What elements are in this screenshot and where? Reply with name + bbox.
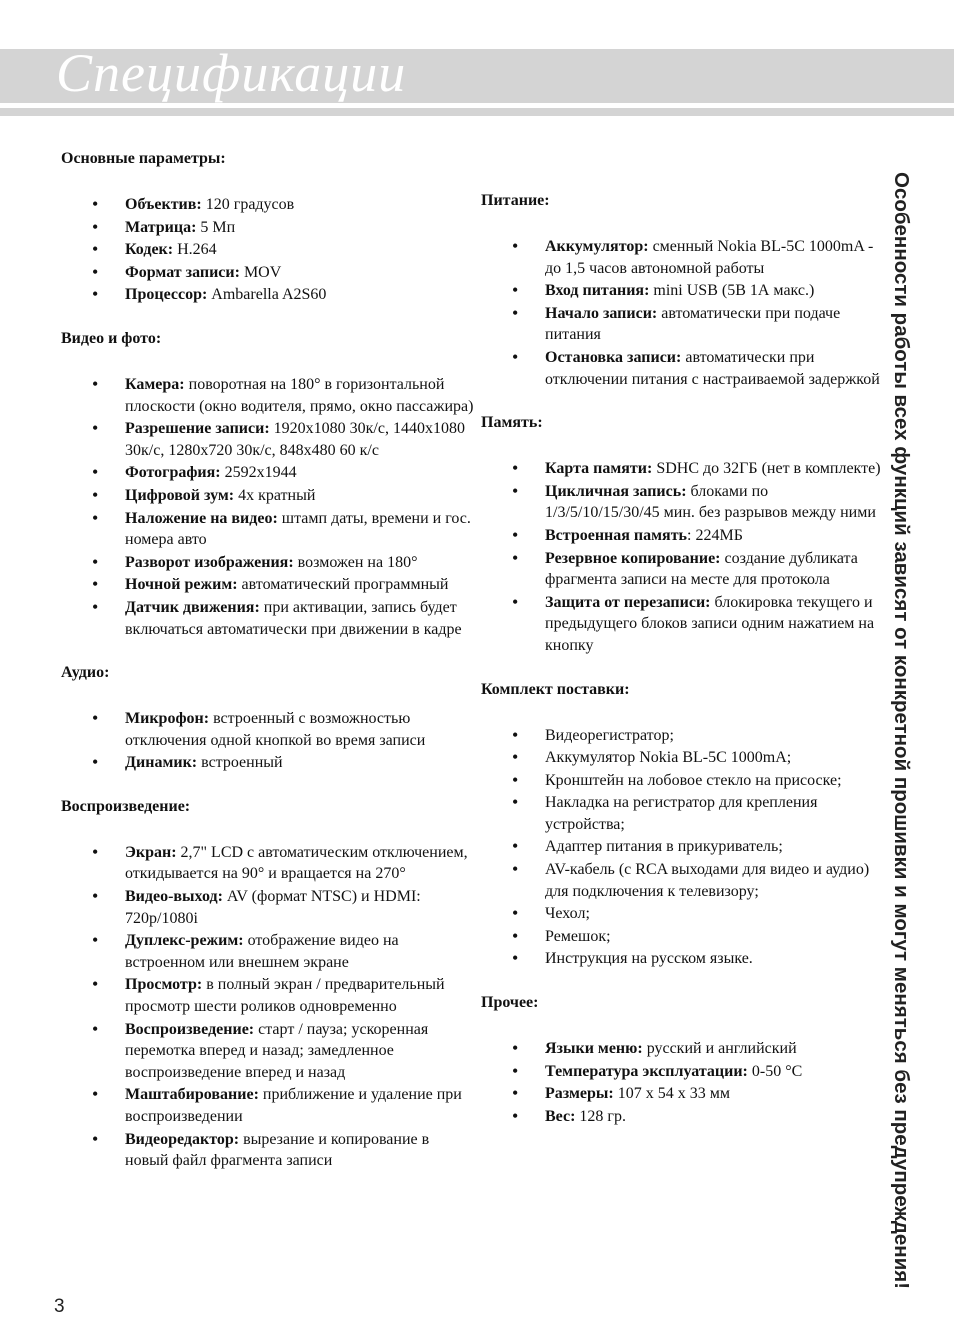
- spec-item: [481, 926, 881, 948]
- spec-value: старт / пауза; ускоренная перемотка вперед и назад; замедленное воспроизведение вперед и назад: [125, 1020, 429, 1081]
- spec-item: [61, 485, 476, 507]
- spec-item: [61, 552, 476, 574]
- spec-value: при активации, запись будет включаться автоматически при движении в кадре: [125, 598, 462, 638]
- spec-label: Дуплекс-режим:: [125, 932, 244, 950]
- spec-value: 0-50 °С: [747, 1062, 803, 1080]
- spec-item: [61, 708, 476, 751]
- spec-item: [61, 239, 476, 261]
- spec-value: 2592x1944: [220, 464, 297, 482]
- spec-value: AV (формат NTSC) и HDMI: 720p/1080i: [125, 888, 421, 927]
- spec-item: [481, 792, 881, 835]
- spec-section: [481, 190, 881, 390]
- spec-value: встроенный: [197, 754, 283, 772]
- spec-item: [481, 948, 881, 970]
- spec-value: 4x кратный: [234, 486, 316, 504]
- spec-section: [61, 796, 476, 1172]
- spec-section: [61, 328, 476, 640]
- spec-item: [481, 836, 881, 858]
- spec-value: SDHC до 32ГБ (нет в комплекте): [652, 460, 881, 478]
- spec-item: [61, 262, 476, 284]
- spec-value: поворотная на 180° в горизонтальной плоскости (окно водителя, прямо, окно пассажира): [125, 375, 474, 415]
- section-heading: Видео и фото:: [61, 329, 162, 347]
- spec-value: сменный Nokia BL-5C 1000mA - до 1,5 часов автономной работы: [545, 238, 874, 277]
- spec-item: [481, 770, 881, 792]
- spec-item: [61, 284, 476, 306]
- spec-item: [61, 508, 476, 551]
- spec-item: [61, 842, 476, 885]
- spec-label: Встроенная память: [545, 526, 688, 544]
- spec-label: Цикличная запись:: [545, 482, 687, 500]
- spec-value: 120 градусов: [201, 196, 295, 213]
- spec-value: 128 гр.: [575, 1107, 626, 1125]
- spec-value: приближение и удаление при воспроизведении: [125, 1086, 462, 1125]
- left-column: [61, 148, 476, 1194]
- spec-value: 5 Мп: [196, 218, 236, 236]
- spec-label: Вход питания:: [545, 282, 650, 300]
- spec-label: Разрешение записи:: [125, 420, 270, 438]
- spec-label: Объектив:: [125, 196, 202, 213]
- spec-item: [61, 574, 476, 596]
- spec-value: Адаптер питания в прикуриватель;: [545, 838, 783, 856]
- spec-label: Карта памяти:: [545, 460, 653, 478]
- spec-list: [481, 725, 881, 971]
- spec-value: возможен на 180°: [293, 553, 418, 571]
- spec-item: [61, 217, 476, 239]
- spec-value: Ambarella A2S60: [207, 286, 327, 304]
- spec-value: создание дубликата фрагмента записи на месте для протокола: [545, 549, 858, 589]
- spec-item: [481, 1083, 881, 1105]
- spec-label: Фотография:: [125, 464, 221, 482]
- spec-label: Микрофон:: [125, 710, 210, 728]
- right-column: [481, 190, 881, 1149]
- spec-label: Начало записи:: [545, 304, 658, 322]
- spec-label: Видеоредактор:: [125, 1130, 240, 1148]
- spec-value: Кронштейн на лобовое стекло на присоске;: [545, 771, 842, 789]
- spec-item: [481, 859, 881, 902]
- spec-label: Маштабирование:: [125, 1086, 259, 1104]
- spec-label: Просмотр:: [125, 976, 203, 994]
- spec-list: [61, 194, 476, 306]
- spec-value: Чехол;: [545, 905, 590, 923]
- spec-item: [61, 1129, 476, 1172]
- spec-value: Ремешок;: [545, 927, 611, 945]
- spec-section: [61, 148, 476, 306]
- spec-value: mini USB (5В 1А макс.): [649, 282, 815, 300]
- spec-item: [481, 592, 881, 657]
- spec-label: Разворот изображения:: [125, 553, 294, 571]
- spec-label: Процессор:: [125, 286, 208, 304]
- spec-item: [61, 418, 476, 461]
- spec-item: [481, 303, 881, 346]
- spec-value: AV-кабель (с RCA выходами для видео и аудио) для подключения к телевизору;: [545, 861, 870, 900]
- spec-section: [61, 662, 476, 774]
- spec-item: [481, 1038, 881, 1060]
- spec-label: Кодек:: [125, 241, 174, 259]
- spec-value: в полный экран / предварительный просмотр шести роликов одновременно: [125, 976, 445, 1016]
- spec-value: H.264: [173, 241, 217, 259]
- section-heading: Аудио:: [61, 664, 110, 682]
- spec-list: [61, 708, 476, 774]
- spec-list: [61, 374, 476, 640]
- spec-label: Резервное копирование:: [545, 549, 721, 567]
- spec-item: [61, 1084, 476, 1127]
- spec-item: [481, 236, 881, 279]
- spec-value: блоками по 1/3/5/10/15/30/45 мин. без разрывов между ними: [545, 482, 876, 522]
- spec-value: Аккумулятор Nokia BL-5C 1000mA;: [545, 749, 792, 767]
- spec-list: [481, 1038, 881, 1127]
- spec-value: встроенный с возможностью отключения одной кнопкой во время записи: [125, 710, 426, 749]
- spec-value: Накладка на регистратор для крепления устройства;: [545, 794, 818, 833]
- spec-item: [61, 1019, 476, 1084]
- spec-value: штамп даты, времени и гос. номера авто: [125, 509, 471, 549]
- spec-item: [61, 752, 476, 774]
- spec-label: Аккумулятор:: [545, 238, 649, 255]
- spec-item: [481, 1106, 881, 1128]
- spec-item: [61, 886, 476, 929]
- spec-label: Размеры:: [545, 1085, 614, 1103]
- spec-label: Наложение на видео:: [125, 509, 278, 527]
- spec-value: MOV: [239, 263, 282, 281]
- page-title: Спецификации: [56, 43, 407, 103]
- spec-section: [481, 412, 881, 656]
- side-disclaimer: Особенности работы всех функций зависят от конкретной прошивки и могут меняться без предупреждения!: [890, 172, 913, 1290]
- title-rule: [0, 108, 954, 116]
- spec-label: Формат записи:: [125, 263, 240, 281]
- section-heading: Прочее:: [481, 994, 539, 1012]
- spec-list: [481, 458, 881, 656]
- spec-label: Датчик движения:: [125, 598, 260, 616]
- spec-label: Остановка записи:: [545, 348, 682, 366]
- spec-label: Ночной режим:: [125, 576, 238, 594]
- spec-value: 2,7" LCD с автоматическим отключением, откидывается на 90° и вращается на 270°: [125, 843, 468, 883]
- spec-item: [481, 903, 881, 925]
- spec-value: 1920x1080 30к/с, 1440x1080 30к/с, 1280x720 30к/с, 848x480 60 к/с: [125, 420, 465, 459]
- spec-item: [481, 525, 881, 547]
- spec-item: [481, 347, 881, 390]
- spec-label: Камера:: [125, 375, 185, 393]
- spec-item: [481, 458, 881, 480]
- section-heading: Питание:: [481, 192, 550, 209]
- spec-item: [481, 1061, 881, 1083]
- spec-label: Языки меню:: [545, 1040, 643, 1058]
- spec-label: Экран:: [125, 843, 177, 861]
- page-number: 3: [54, 1296, 65, 1317]
- spec-value: Инструкция на русском языке.: [545, 950, 753, 968]
- spec-value: автоматически при отключении питания с настраиваемой задержкой: [545, 348, 880, 388]
- spec-section: [481, 679, 881, 971]
- spec-value: вырезание и копирование в новый файл фрагмента записи: [125, 1130, 430, 1170]
- spec-item: [61, 974, 476, 1017]
- section-heading: Основные параметры:: [61, 150, 226, 167]
- spec-label: Матрица:: [125, 218, 197, 236]
- spec-label: Динамик:: [125, 754, 198, 772]
- section-heading: Воспроизведение:: [61, 797, 191, 815]
- spec-item: [61, 374, 476, 417]
- spec-item: [481, 725, 881, 747]
- spec-value: автоматически при подаче питания: [545, 304, 841, 344]
- spec-value: Видеорегистратор;: [545, 726, 674, 744]
- spec-label: Цифровой зум:: [125, 486, 235, 504]
- spec-label: Температура эксплуатации:: [545, 1062, 748, 1080]
- section-heading: Комплект поставки:: [481, 680, 630, 698]
- spec-item: [61, 597, 476, 640]
- spec-value: 107 х 54 х 33 мм: [613, 1085, 730, 1103]
- spec-item: [481, 481, 881, 524]
- spec-section: [481, 992, 881, 1127]
- spec-list: [61, 842, 476, 1172]
- spec-value: блокировка текущего и предыдущего блоков записи одним нажатием на кнопку: [545, 593, 875, 654]
- spec-item: [481, 747, 881, 769]
- spec-label: Воспроизведение:: [125, 1020, 255, 1038]
- spec-item: [61, 194, 476, 216]
- spec-label: Видео-выход:: [125, 888, 223, 906]
- spec-value: отображение видео на встроенном или внешнем экране: [125, 932, 399, 971]
- spec-value: : 224МБ: [687, 526, 743, 544]
- spec-item: [61, 462, 476, 484]
- spec-item: [481, 280, 881, 302]
- spec-list: [481, 236, 881, 390]
- spec-value: автоматический программный: [237, 576, 449, 594]
- spec-value: русский и английский: [642, 1040, 797, 1058]
- spec-item: [61, 930, 476, 973]
- spec-label: Вес:: [545, 1107, 576, 1125]
- spec-item: [481, 548, 881, 591]
- spec-label: Защита от перезаписи:: [545, 593, 711, 611]
- section-heading: Память:: [481, 414, 543, 432]
